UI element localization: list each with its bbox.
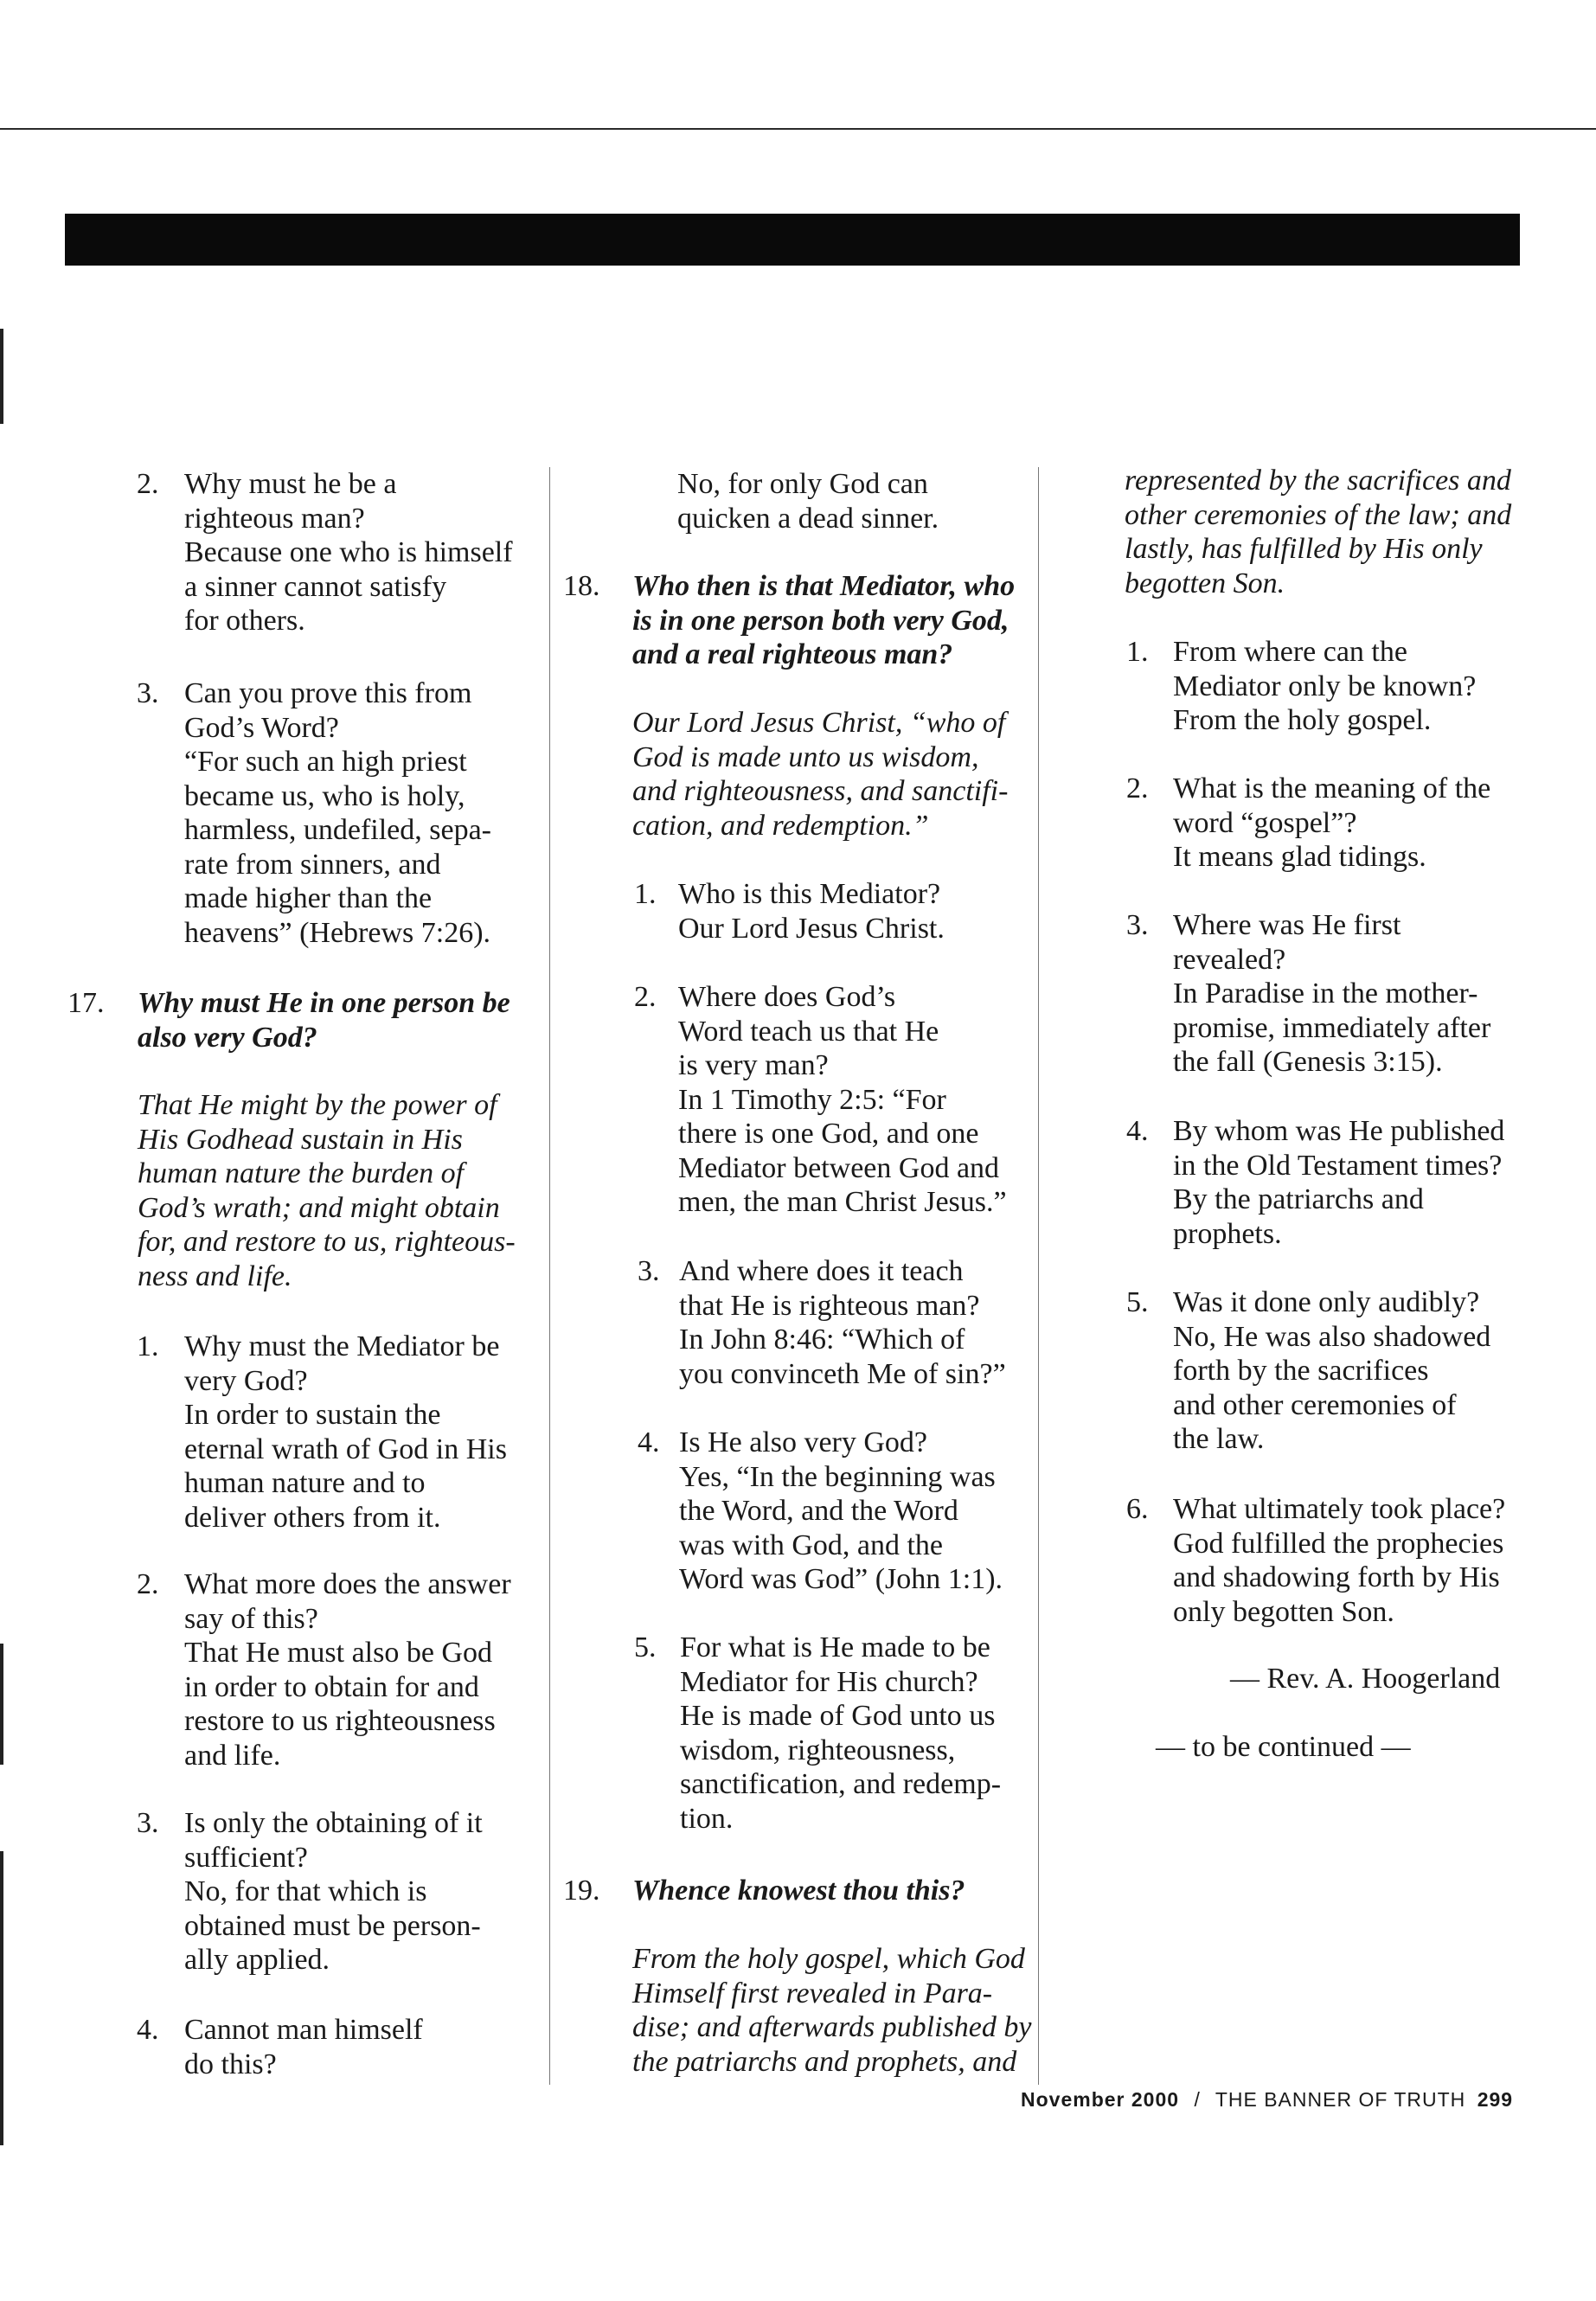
col2-continuation: No, for only God can quicken a dead sinner. [677, 468, 939, 535]
col1-sub-1 [138, 1330, 507, 1535]
col2-sub-2 [632, 980, 1007, 1220]
col3-sub-2 [1125, 772, 1490, 875]
col1-sub-2 [138, 1567, 511, 1772]
column-rule [549, 467, 550, 2085]
item-number: 3. [1126, 909, 1149, 941]
question-19 [563, 1874, 965, 1908]
footer-page-number: 299 [1477, 2088, 1514, 2111]
question-text: Why must He in one person be also very God? [138, 987, 510, 1054]
item-text: Is only the obtaining of it sufficient? No, for that which is obtained must be person- ally applied. [184, 1807, 483, 1976]
answer-19: From the holy gospel, which God Himself first revealed in Para- dise; and afterwards published by the patriarchs and prophets, and [632, 1943, 1032, 2078]
item-text: By whom was He published in the Old Testament times? By the patriarchs and prophets. [1173, 1115, 1505, 1250]
item-number: 2. [137, 468, 159, 500]
question-18 [563, 569, 1015, 672]
item-text: Cannot man himself do this? [184, 2014, 423, 2080]
col3-sub-5 [1125, 1285, 1490, 1457]
col1-item-2 [138, 467, 513, 638]
item-text: Is He also very God? Yes, “In the beginning was the Word, and the Word was with God, and the Word was God” (John 1:1). [679, 1426, 1003, 1595]
footer-date: November 2000 [1021, 2088, 1180, 2111]
item-number: 1. [137, 1330, 159, 1362]
col1-sub-3 [138, 1806, 483, 1977]
col2-sub-3 [636, 1254, 1006, 1391]
col2-sub-4 [636, 1426, 1003, 1597]
to-be-continued: — to be continued — [1156, 1731, 1411, 1763]
item-text: For what is He made to be Mediator for His church? He is made of God unto us wisdom, righteousness, sanctification, and redemp- tion. [680, 1631, 1002, 1835]
author-signature: — Rev. A. Hoogerland [1230, 1663, 1501, 1695]
item-number: 2. [634, 981, 657, 1013]
item-number: 1. [1126, 636, 1149, 668]
question-number: 18. [563, 570, 600, 602]
answer-17: That He might by the power of His Godhead sustain in His human nature the burden of God’s wrath; and might obtain for, and restore to us, righteous- ness and life. [138, 1089, 516, 1292]
footer-separator: / [1194, 2088, 1201, 2111]
question-text: Whence knowest thou this? [632, 1875, 965, 1907]
item-number: 1. [634, 878, 657, 910]
col3-sub-4 [1125, 1114, 1504, 1251]
item-number: 2. [1126, 772, 1149, 804]
item-number: 4. [1126, 1115, 1149, 1147]
col3-sub-6 [1125, 1492, 1505, 1629]
question-number: 17. [67, 987, 105, 1019]
scan-edge-mark [0, 1644, 3, 1765]
top-rule [0, 128, 1596, 130]
question-number: 19. [563, 1875, 600, 1907]
item-text: Can you prove this from God’s Word? “For such an high priest became us, who is holy, harmless, undefiled, sepa- rate from sinners, and made higher than the heavens” (Hebrews 7:26). [184, 677, 491, 949]
col2-sub-1 [632, 877, 945, 945]
question-17 [67, 986, 510, 1054]
item-number: 4. [638, 1426, 660, 1458]
page-footer [1021, 2088, 1513, 2112]
item-text: What ultimately took place? God fulfilled the prophecies and shadowing forth by His only begotten Son. [1173, 1493, 1506, 1628]
scan-edge-mark [0, 1851, 3, 2145]
item-number: 3. [137, 1807, 159, 1839]
item-text: Why must the Mediator be very God? In order to sustain the eternal wrath of God in His human nature and to deliver others from it. [184, 1330, 507, 1534]
item-text: What is the meaning of the word “gospel”? It means glad tidings. [1173, 772, 1491, 873]
col1-item-3 [138, 676, 491, 950]
col3-sub-3 [1125, 908, 1490, 1080]
item-number: 6. [1126, 1493, 1149, 1525]
item-number: 3. [137, 677, 159, 709]
col2-sub-5 [632, 1631, 1001, 1836]
item-text: And where does it teach that He is righteous man? In John 8:46: “Which of you convinceth Me of sin?” [679, 1255, 1006, 1390]
item-text: What more does the answer say of this? That He must also be God in order to obtain for and restore to us righteousness and life. [184, 1568, 511, 1772]
item-text: Who is this Mediator? Our Lord Jesus Christ. [678, 878, 945, 945]
answer-18: Our Lord Jesus Christ, “who of God is made unto us wisdom, and righteousness, and sanctifi- cation, and redemption.” [632, 707, 1009, 842]
item-number: 5. [1126, 1286, 1149, 1318]
column-rule [1038, 467, 1039, 2085]
item-text: Where was He first revealed? In Paradise in the mother- promise, immediately after the fall (Genesis 3:15). [1173, 909, 1491, 1078]
item-number: 5. [634, 1631, 657, 1663]
col1-sub-4 [138, 2013, 423, 2081]
scan-edge-mark [0, 329, 3, 424]
header-bar [65, 214, 1520, 266]
item-text: From where can the Mediator only be known? From the holy gospel. [1173, 636, 1477, 736]
footer-publication: THE BANNER OF TRUTH [1215, 2088, 1466, 2111]
item-number: 4. [137, 2014, 159, 2046]
item-number: 2. [137, 1568, 159, 1600]
col3-sub-1 [1125, 635, 1476, 738]
col3-continuation: represented by the sacrifices and other ceremonies of the law; and lastly, has fulfilled by His only begotten Son. [1125, 465, 1512, 599]
item-text: Was it done only audibly? No, He was also shadowed forth by the sacrifices and other ceremonies of the law. [1173, 1286, 1491, 1455]
question-text: Who then is that Mediator, who is in one person both very God, and a real righteous man? [632, 570, 1016, 670]
item-text: Where does God’s Word teach us that He is very man? In 1 Timothy 2:5: “For there is one God, and one Mediator between God and men, the man Christ Jesus.” [678, 981, 1007, 1218]
item-number: 3. [638, 1255, 660, 1287]
item-text: Why must he be a righteous man? Because one who is himself a sinner cannot satisfy for others. [184, 468, 513, 637]
